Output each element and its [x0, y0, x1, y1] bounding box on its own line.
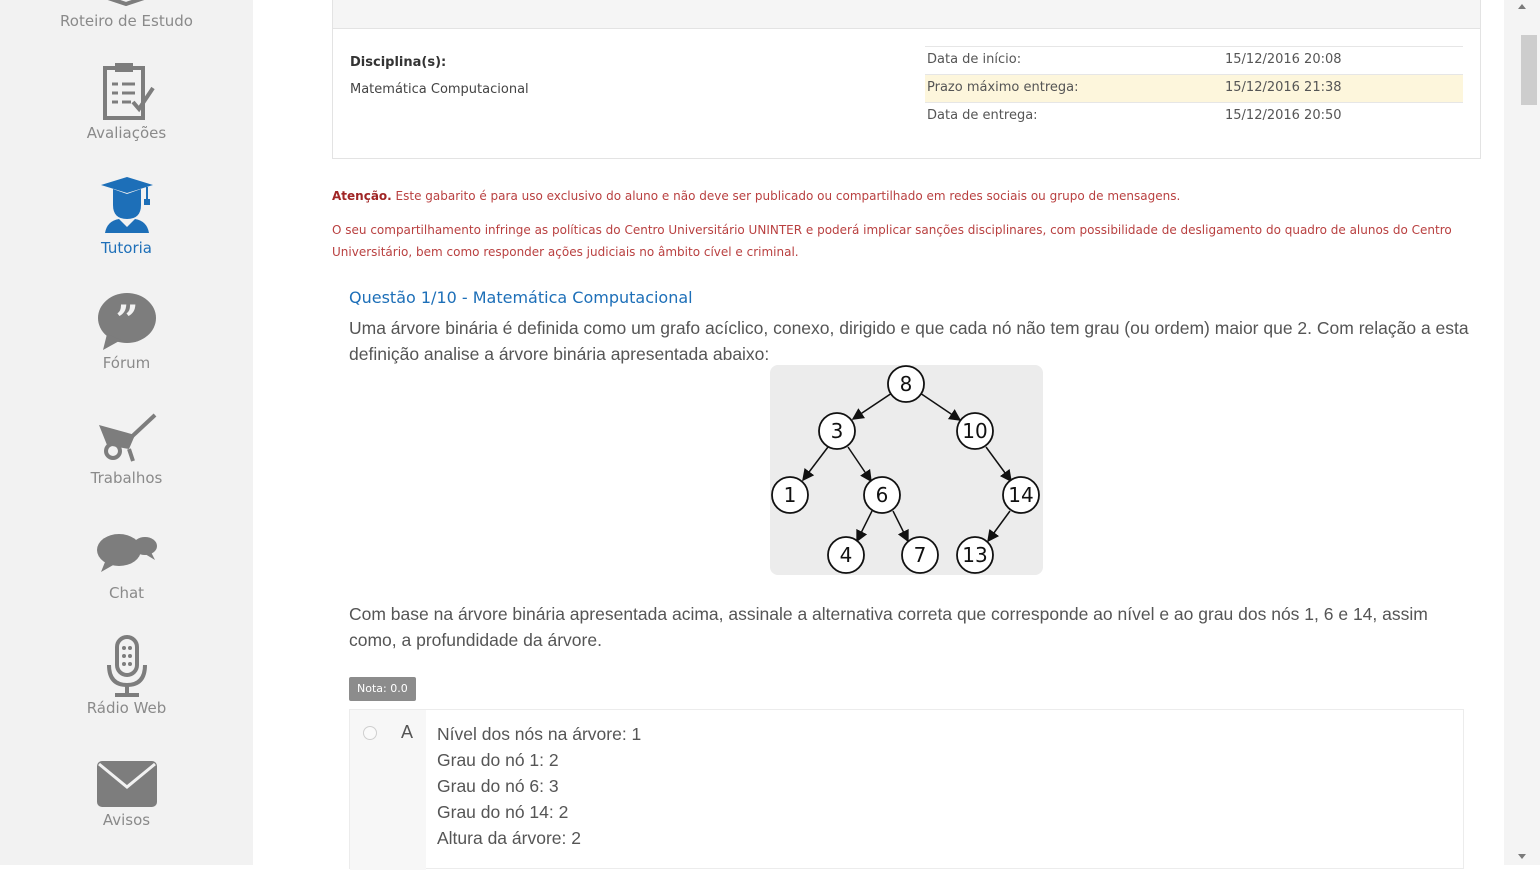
tree-node-label: 10: [962, 419, 988, 443]
sidebar-item-forum[interactable]: [0, 290, 253, 372]
question-title: Questão 1/10 - Matemática Computacional: [349, 288, 693, 307]
alternative-line: Grau do nó 14: 2: [437, 802, 569, 822]
sidebar-item-avisos[interactable]: [0, 755, 253, 829]
alternative-a[interactable]: [349, 709, 1464, 869]
binary-tree-figure: [770, 365, 1043, 575]
sidebar-item-label: Trabalhos: [90, 469, 163, 487]
tree-node-label: 7: [913, 543, 927, 567]
date-value: 15/12/2016 21:38: [1225, 80, 1342, 95]
quote-bubble-icon: [95, 290, 159, 354]
tree-node-label: 4: [839, 543, 853, 567]
sidebar-item-label: Chat: [108, 584, 145, 602]
sidebar-item-label: Roteiro de Estudo: [60, 12, 193, 30]
alternative-text: [437, 721, 641, 851]
scroll-up-arrow-icon[interactable]: [1518, 4, 1526, 9]
alternative-line: Nível dos nós na árvore: 1: [437, 724, 642, 744]
vertical-scrollbar[interactable]: [1504, 0, 1540, 865]
sidebar-item-label: Avaliações: [86, 124, 167, 142]
microphone-icon: [95, 635, 159, 699]
sidebar-item-radio[interactable]: [0, 635, 253, 717]
discipline-label: Disciplina(s):: [350, 55, 447, 70]
panel-header: [333, 0, 1480, 29]
sidebar-item-label: Rádio Web: [86, 699, 167, 717]
sidebar-item-chat[interactable]: [0, 520, 253, 602]
alternative-letter: A: [401, 722, 414, 742]
sidebar: [0, 0, 253, 865]
warning-text: Este gabarito é para uso exclusivo do aluno e não deve ser publicado ou compartilhado em redes sociais ou grupo de mensagens.: [395, 189, 1181, 203]
date-row-start: [925, 46, 1463, 74]
date-label: Prazo máximo entrega:: [927, 80, 1079, 95]
warning-title: Atenção.: [332, 189, 392, 203]
sidebar-item-label: Fórum: [102, 354, 151, 372]
date-row-deadline: [925, 74, 1463, 102]
envelope-icon: [95, 755, 159, 811]
sidebar-item-label: Tutoria: [101, 239, 152, 257]
date-row-delivered: [925, 102, 1463, 130]
chat-bubbles-icon: [95, 520, 159, 584]
assessment-info-panel: [332, 0, 1481, 159]
date-label: Data de início:: [927, 52, 1022, 67]
sidebar-item-trabalhos[interactable]: [0, 405, 253, 487]
scroll-down-arrow-icon[interactable]: [1518, 854, 1526, 859]
tutor-graduate-icon: [95, 175, 159, 239]
alternative-line: Grau do nó 1: 2: [437, 750, 559, 770]
tree-node-label: 3: [830, 419, 844, 443]
clipboard-checklist-icon: [95, 60, 159, 124]
question-text: Uma árvore binária é definida como um grafo acíclico, conexo, dirigido e que cada nó não tem grau (ou ordem) maior que 2. Com relação a esta definição analise a árvore binária apresentada abaixo:: [349, 318, 1469, 364]
tree-node-label: 13: [962, 543, 988, 567]
score-badge: Nota: 0.0: [349, 677, 416, 701]
date-label: Data de entrega:: [927, 108, 1038, 123]
alternative-line: Grau do nó 6: 3: [437, 776, 559, 796]
tree-node-label: 1: [783, 483, 797, 507]
tree-node-label: 8: [899, 372, 913, 396]
tree-node-label: 14: [1008, 483, 1034, 507]
alternative-selector: [350, 710, 426, 870]
discipline-value: Matemática Computacional: [350, 82, 529, 97]
sidebar-item-label: Avisos: [102, 811, 151, 829]
question-prompt: Com base na árvore binária apresentada acima, assinale a alternativa correta que corresponde ao nível e ao grau dos nós 1, 6 e 14, assim como, a profundidade da árvore.: [349, 604, 1428, 650]
warning-line-1: [332, 189, 1180, 203]
dates-table: [925, 46, 1463, 130]
svg-text:”: ”: [114, 297, 139, 344]
sidebar-item-tutoria[interactable]: [0, 175, 253, 257]
warning-line-2: O seu compartilhamento infringe as políticas do Centro Universitário UNINTER e poderá implicar sanções disciplinares, com possibilidade de desligamento do quadro de alunos do Centro Universitário, bem como responder ações judiciais no âmbito cível e criminal.: [332, 223, 1452, 259]
tree-node-label: 6: [875, 483, 889, 507]
scroll-thumb[interactable]: [1521, 35, 1537, 105]
sidebar-item-avaliacoes[interactable]: [0, 60, 253, 142]
alternative-line: Altura da árvore: 2: [437, 828, 581, 848]
date-value: 15/12/2016 20:50: [1225, 108, 1342, 123]
wheelbarrow-icon: [95, 405, 159, 469]
date-value: 15/12/2016 20:08: [1225, 52, 1342, 67]
alternative-radio[interactable]: [363, 726, 377, 740]
study-guide-icon: [96, 0, 156, 6]
